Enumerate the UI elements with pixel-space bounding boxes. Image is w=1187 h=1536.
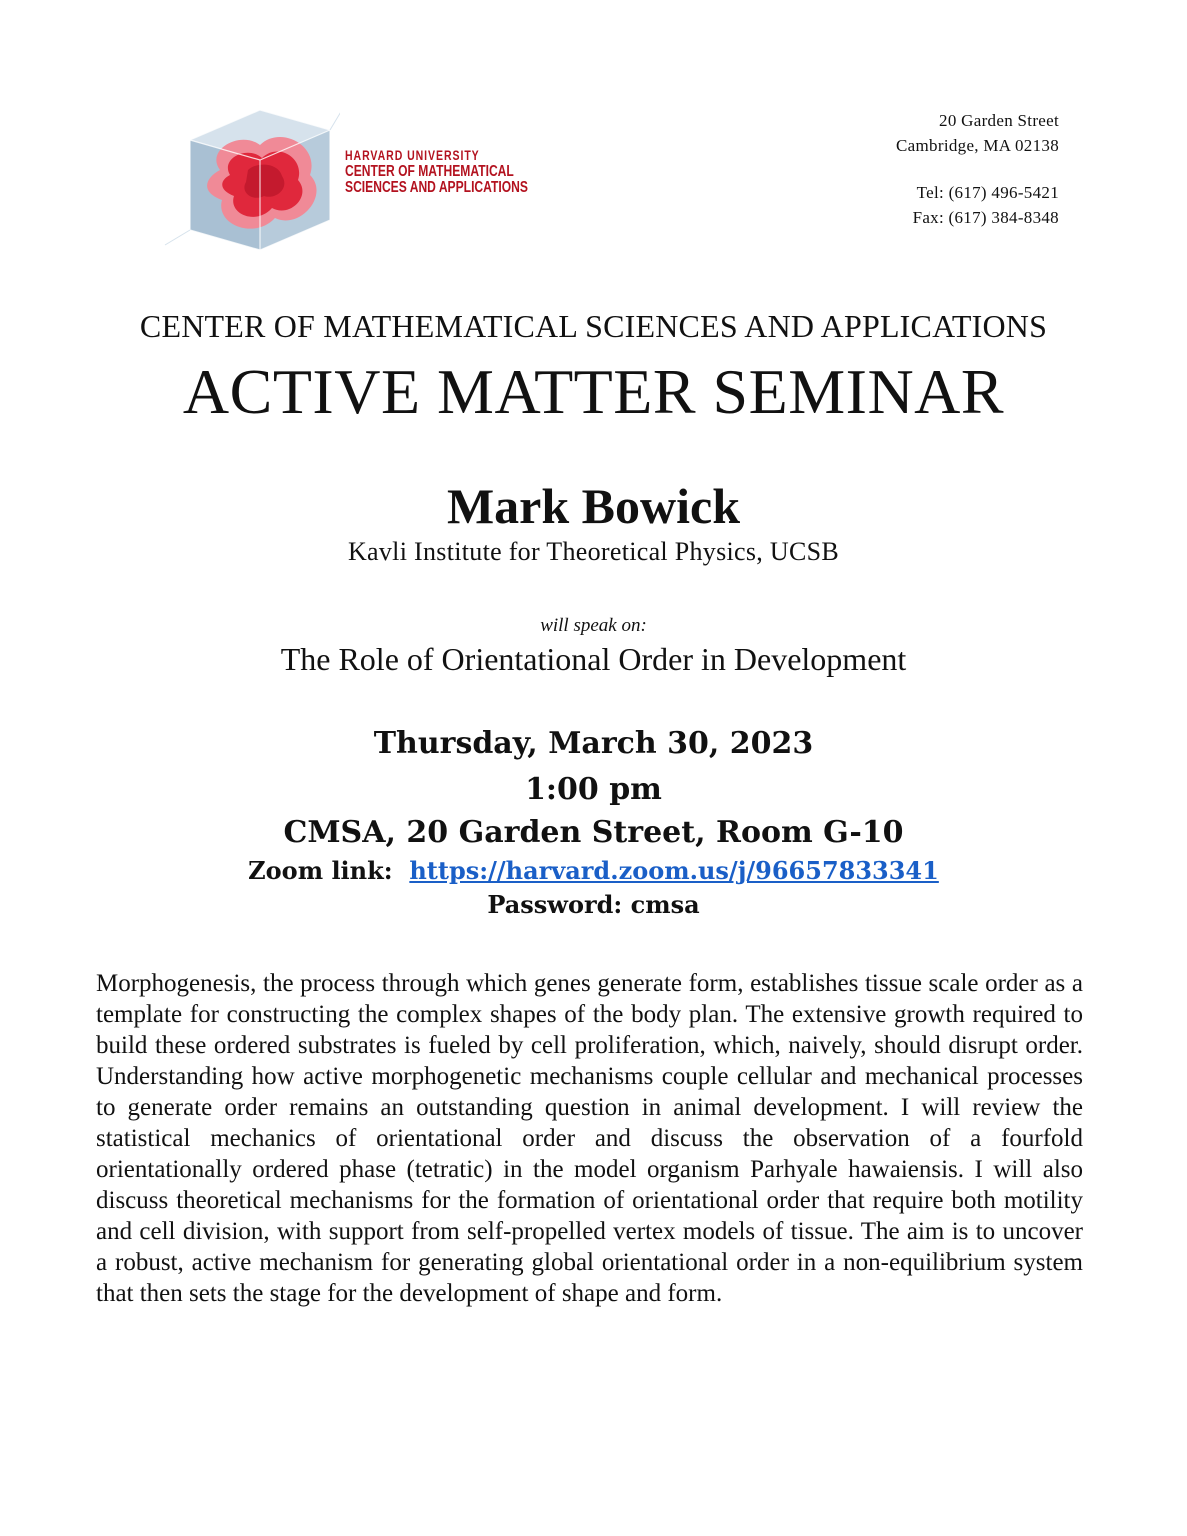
logo-line-university: HARVARD UNIVERSITY (345, 148, 480, 163)
event-time: 1:00 pm (525, 772, 662, 807)
speak-on-label: will speak on: (540, 615, 647, 636)
address-tel: Tel: (617) 496-5421 (916, 183, 1059, 202)
event-location: CMSA, 20 Garden Street, Room G-10 (283, 815, 904, 850)
address-street: 20 Garden Street (939, 111, 1059, 130)
logo-line-sciences: SCIENCES AND APPLICATIONS (345, 179, 528, 196)
speaker-name: Mark Bowick (446, 478, 741, 534)
abstract-text: Morphogenesis, the process through which genes generate form, establishes tissue scale order as a template for constructing the complex shapes of the body plan. The extensive growth required to build these ordered substrates is fueled by cell proliferation, which, naively, should disrupt order. Understanding how active morphogenetic mechanisms couple cellular and mechanical processes to generate order remains an outstanding question in animal development. I will review the statistical mechanics of orientational order and discuss the observation of a fourfold orientationally ordered phase (tetratic) in the model organism Parhyale hawaiensis. I will also discuss theoretical mechanisms for the formation of orientational order that require both motility and cell division, with support from self-propelled vertex models of tissue. The aim is to uncover a robust, active mechanism for generating global orientational order in a non-equilibrium system that then sets the stage for the development of shape and form. (96, 970, 1083, 1307)
zoom-label: Zoom link: (248, 856, 393, 885)
organization-title: CENTER OF MATHEMATICAL SCIENCES AND APPLICATIONS (139, 308, 1048, 344)
speaker-affiliation: Kavli Institute for Theoretical Physics, UCSB (347, 537, 840, 566)
address-fax: Fax: (617) 384-8348 (912, 208, 1059, 227)
logo-wordmark (345, 148, 528, 196)
address-city: Cambridge, MA 02138 (896, 136, 1059, 155)
talk-title: The Role of Orientational Order in Development (280, 641, 907, 677)
zoom-line (0, 856, 1187, 885)
event-date: Thursday, March 30, 2023 (373, 726, 814, 761)
zoom-link[interactable]: https://harvard.zoom.us/j/96657833341 (409, 856, 939, 885)
seminar-title: ACTIVE MATTER SEMINAR (182, 356, 1005, 427)
cube-logo-icon (160, 100, 340, 250)
logo-line-center: CENTER OF MATHEMATICAL (345, 163, 514, 180)
address-block (896, 108, 1059, 230)
zoom-password: Password: cmsa (487, 890, 700, 919)
cmsa-logo (160, 100, 540, 250)
